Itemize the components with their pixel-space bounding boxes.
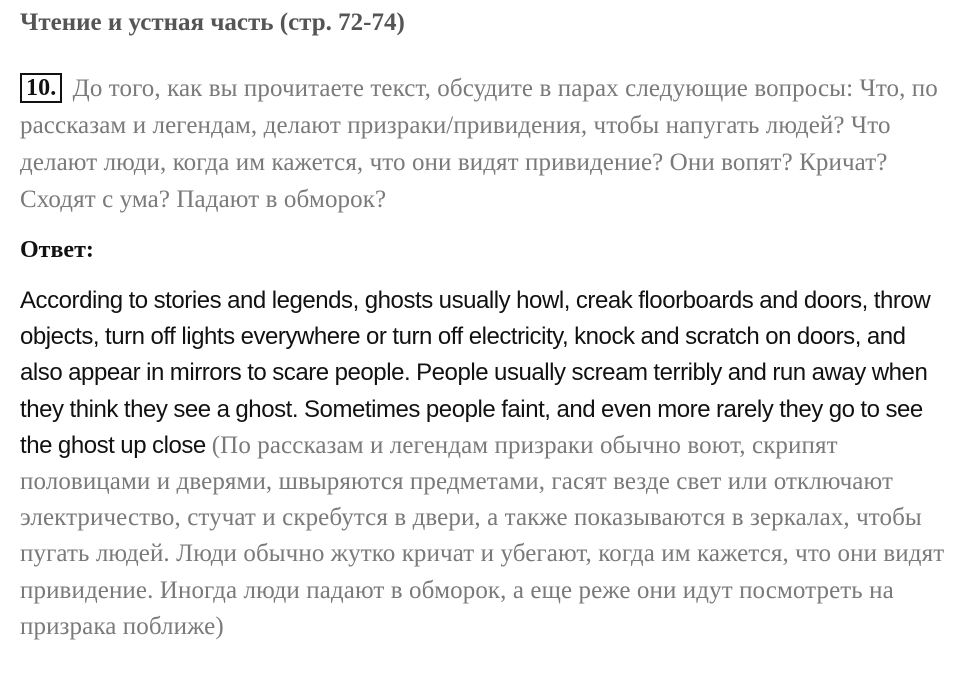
answer-label: Ответ: [20,237,94,263]
task-text: До того, как вы прочитаете текст, обсудите в парах следующие вопросы: Что, по рассказам и легендам, делают призраки/привидения, чтобы напугать людей? Что делают люди, когда им кажется, что они видят привидение? Они вопят? Кричат? Сходят с ума? Падают в обморок? [20,75,938,213]
section-title: Чтение и устная часть (стр. 72-74) [20,9,405,36]
answer-block [20,283,950,645]
page [20,6,950,645]
answer-english-text: According to stories and legends, ghosts usually howl, creak floorboards and doors, throw objects, turn off lights everywhere or turn off electricity, knock and scratch on doors, and also appear in mirrors to scare people. People usually scream terribly and run away when they think they see a ghost. Sometimes people faint, and even more rarely they go to see the ghost up close [20,287,931,459]
answer-russian-translation: (По рассказам и легендам призраки обычно воют, скрипят половицами и дверями, швыряются предметами, гасят везде свет или отключают электричество, стучат и скребутся в двери, а также показываются в зеркалах, чтобы пугать людей. Люди обычно жутко кричат и убегают, когда им кажется, что они видят привидение. Иногда люди падают в обморок, а еще реже они идут посмотреть на призрака поближе) [20,431,945,640]
task-number-badge: 10. [20,73,62,103]
task-block [20,70,950,218]
